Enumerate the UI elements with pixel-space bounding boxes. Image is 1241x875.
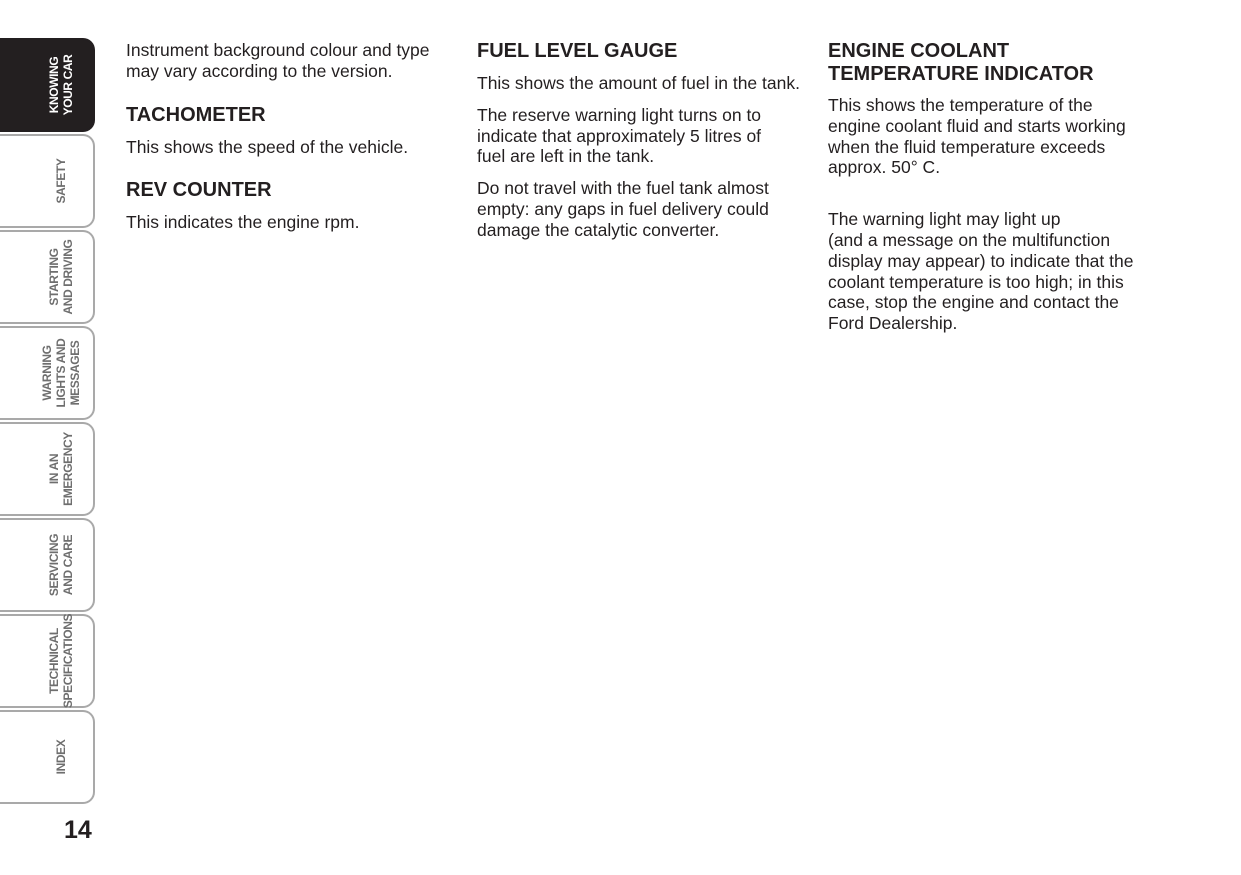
tab-warning-lights-and-messages[interactable] (0, 326, 95, 420)
tab-knowing-your-car[interactable] (0, 38, 95, 132)
coolant-warning-text: The warning light may light up (and a message on the multifunction display may appear) to indicate that the coolant temperature is too high; in this case, stop the engine and contact the Ford Dealership. (828, 209, 1134, 334)
tab-safety[interactable] (0, 134, 95, 228)
rev-counter-text: This indicates the engine rpm. (126, 212, 360, 233)
tab-label: STARTING AND DRIVING (47, 239, 75, 315)
tab-label: WARNING LIGHTS AND MESSAGES (40, 338, 82, 408)
tab-in-an-emergency[interactable] (0, 422, 95, 516)
tab-label: IN AN EMERGENCY (47, 432, 75, 506)
fuel-gauge-heading: FUEL LEVEL GAUGE (477, 40, 678, 62)
tab-technical-specifications[interactable] (0, 614, 95, 708)
column-instruments (126, 40, 456, 233)
tab-index[interactable] (0, 710, 95, 804)
column-engine-coolant (828, 40, 1158, 334)
tachometer-text: This shows the speed of the vehicle. (126, 136, 409, 157)
fuel-gauge-text: This shows the amount of fuel in the tank. (477, 73, 800, 93)
tab-servicing-and-care[interactable] (0, 518, 95, 612)
page-number: 14 (64, 816, 92, 844)
tab-label: KNOWING YOUR CAR (47, 54, 75, 116)
tab-label: INDEX (54, 739, 68, 775)
reserve-warning-text: The reserve warning light turns on to indicate that approximately 5 litres of fuel are left in the tank. (477, 104, 762, 167)
tab-label: SERVICING AND CARE (47, 533, 75, 597)
coolant-description: This shows the temperature of the engine coolant fluid and starts working when the fluid temperature exceeds approx. 50° C. (828, 95, 1126, 178)
tab-starting-and-driving[interactable] (0, 230, 95, 324)
tachometer-heading: TACHOMETER (126, 103, 266, 126)
column-fuel-level-gauge (477, 40, 807, 241)
tab-label: SAFETY (54, 158, 68, 204)
rev-counter-heading: REV COUNTER (126, 179, 272, 202)
intro-text: Instrument background colour and type may vary according to the version. (126, 40, 430, 81)
fuel-tank-warning-text: Do not travel with the fuel tank almost empty: any gaps in fuel delivery could damage the catalytic converter. (477, 178, 769, 240)
coolant-heading: ENGINE COOLANT TEMPERATURE INDICATOR (828, 40, 1094, 85)
tab-label: TECHNICAL SPECIFICATIONS (47, 613, 75, 709)
